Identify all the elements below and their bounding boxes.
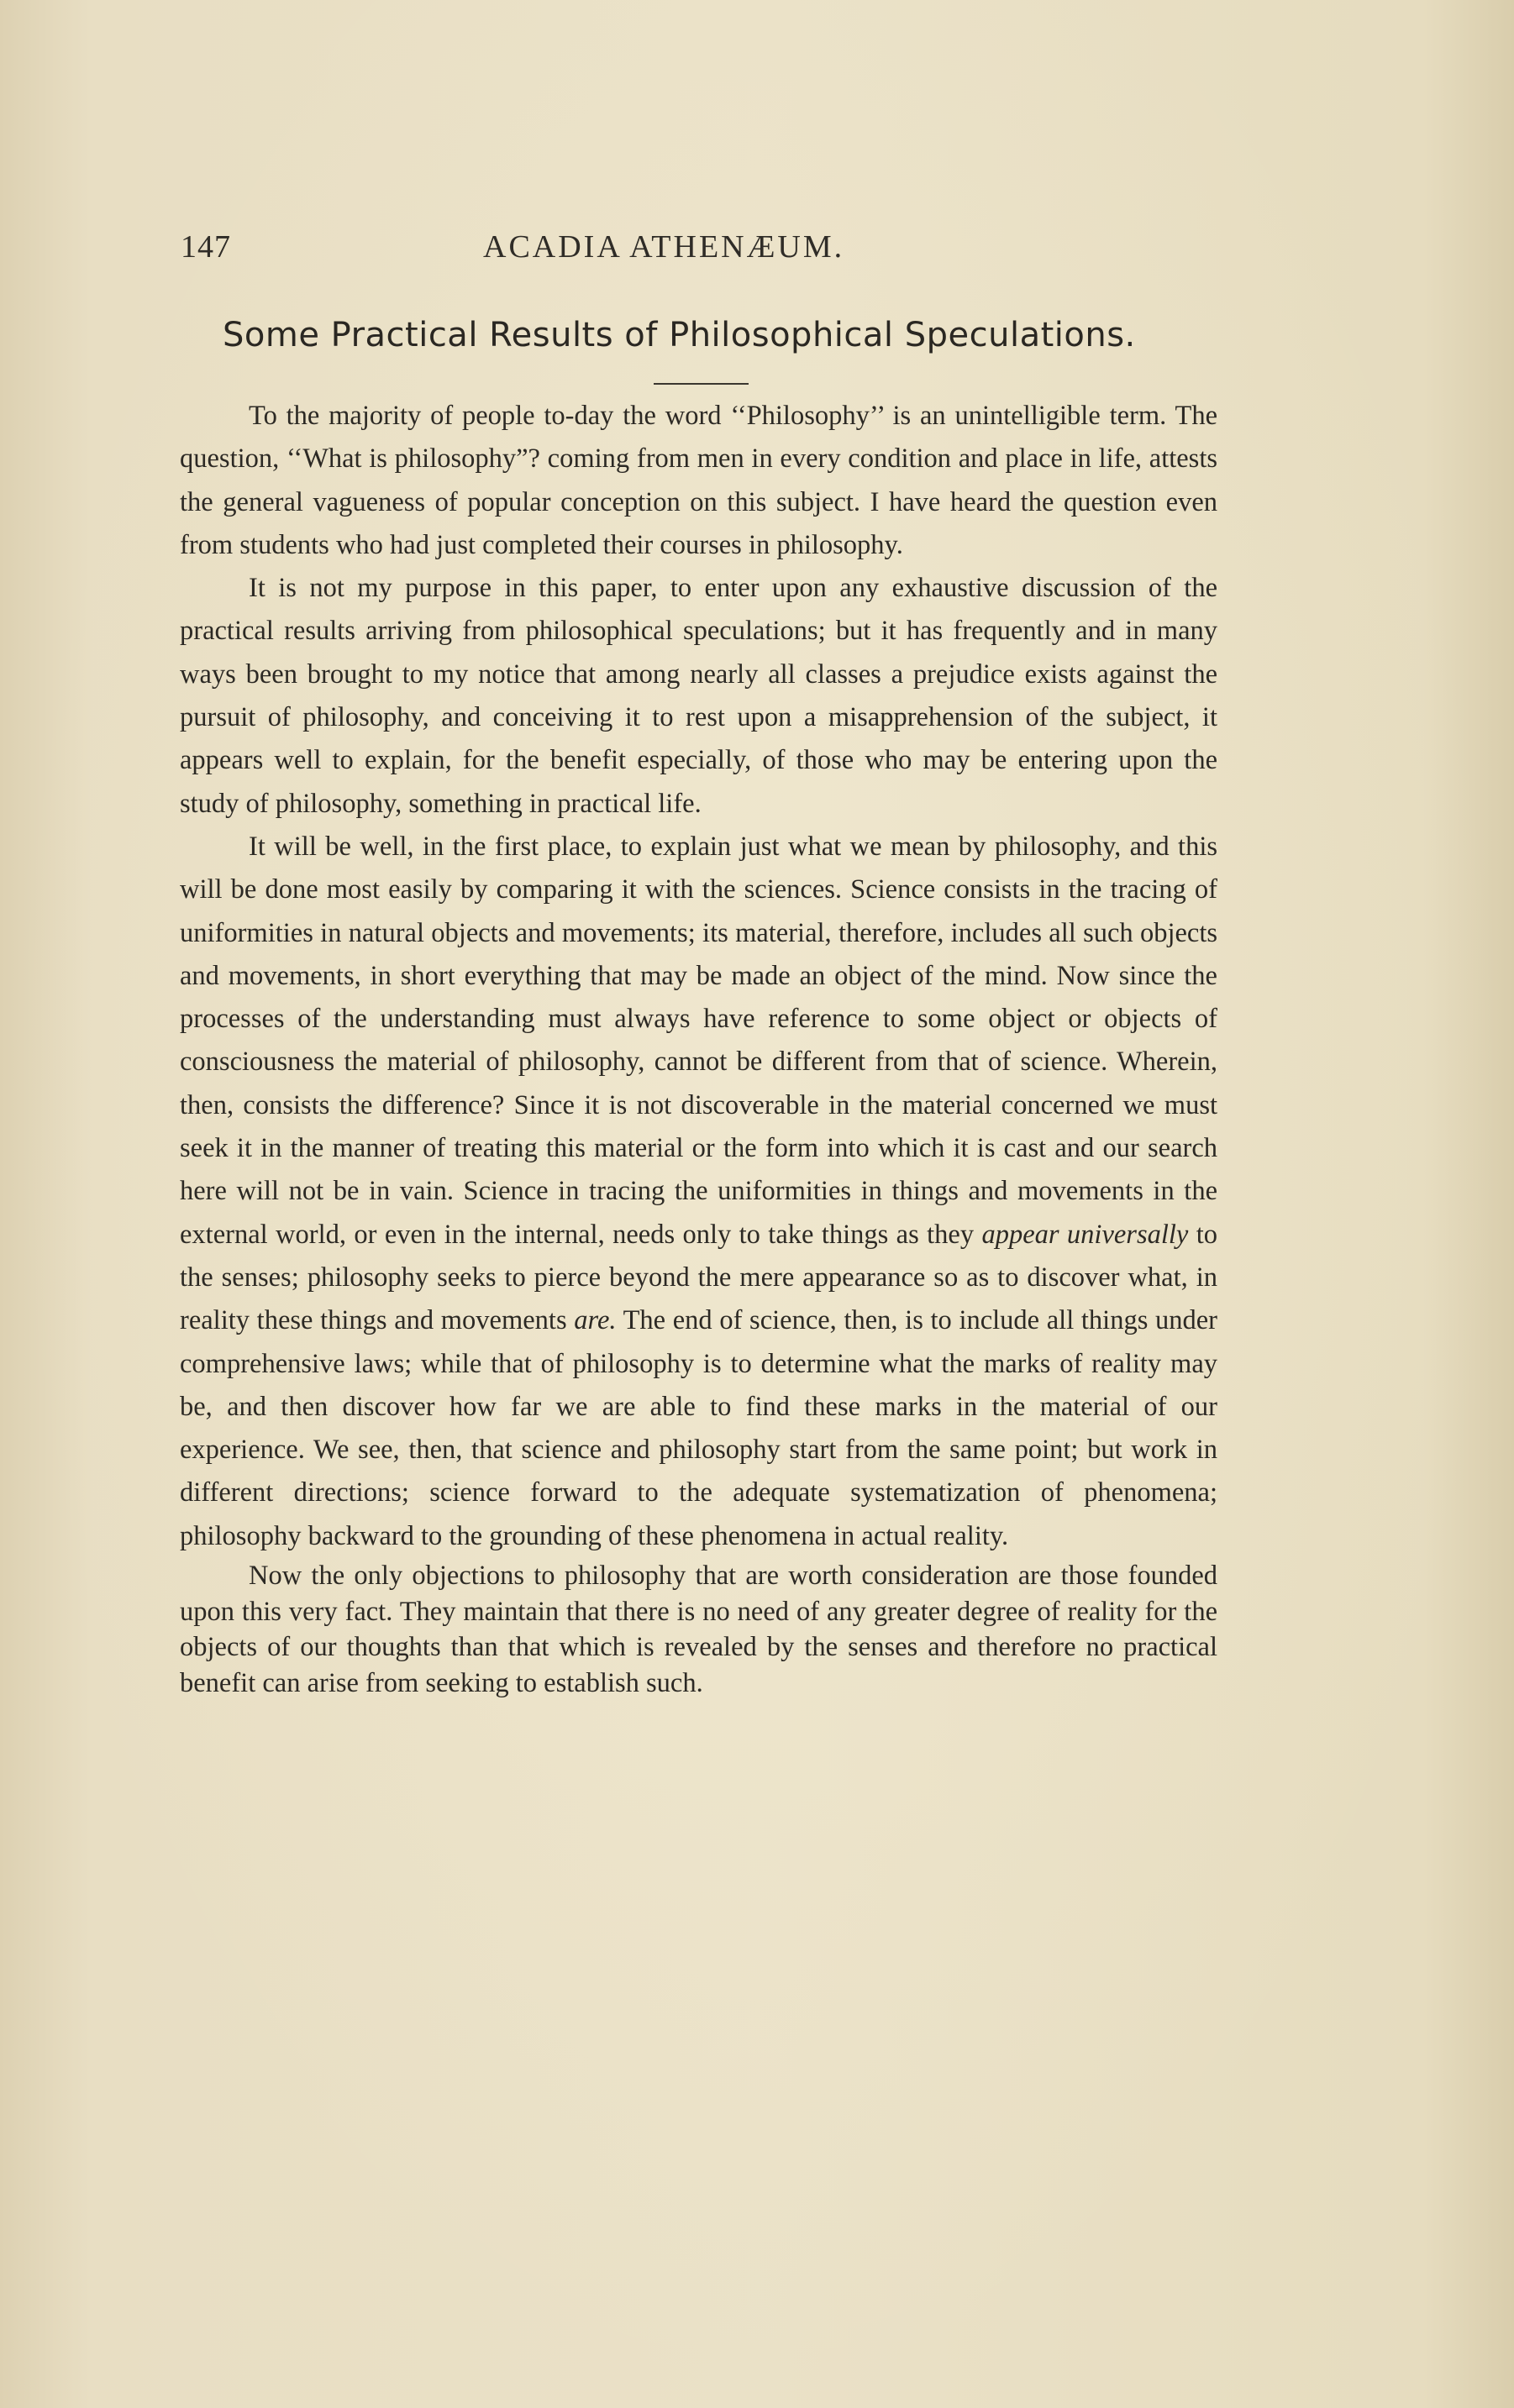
paragraph-3-text-b: to the senses; philosophy seeks to pierce beyond the mere appearance so as to discover what, in reality these things and movements	[180, 1219, 1218, 1336]
paragraph-4: Now the only objections to philosophy that are worth consideration are those founded upon this very fact. They maintain that there is no need of any greater degree of reality for the objects of our thoughts than that which is revealed by the senses and therefore no practical benefit can arise from seeking to establish such.	[180, 1561, 1217, 1698]
paragraph-3	[180, 826, 1217, 1558]
title-rule	[654, 383, 749, 385]
paragraph-3-text-a: It will be well, in the first place, to explain just what we mean by philosophy, and this will be done most easily by comparing it with the sciences. Science consists in the tracing of uniformities in natural objects and movements; its material, therefore, includes all such objects and movements, in short everything that may be made an object of the mind. Now since the processes of the understanding must always have reference to some object or objects of consciousness the material of philosophy, cannot be different from that of science. Wherein, then, consists the difference? Since it is not discoverable in the material concerned we must seek it in the manner of treating this material or the form into which it is cast and our search here will not be in vain. Science in tracing the uniformities in things and movements in the external world, or even in the internal, needs only to take things as they	[180, 831, 1217, 1250]
article-title: Some Practical Results of Philosophical Speculations.	[223, 316, 1136, 354]
article-body	[180, 395, 1217, 1701]
journal-title: ACADIA ATHENÆUM.	[483, 229, 845, 265]
italic-are: are.	[574, 1305, 617, 1336]
page-number: 147	[181, 229, 231, 265]
running-head	[181, 228, 1105, 279]
italic-appear-universally: appear universally	[981, 1219, 1189, 1250]
paragraph-2: It is not my purpose in this paper, to enter upon any exhaustive discussion of the practical results arriving from philosophical speculations; but it has frequently and in many ways been brought to my notice that among nearly all classes a prejudice exists against the pursuit of philosophy, and conceiving it to rest upon a misapprehension of the subject, it appears well to explain, for the benefit especially, of those who may be entering upon the study of philosophy, something in practical life.	[180, 573, 1217, 819]
paragraph-1: To the majority of people to-day the word ‘‘Philosophy’’ is an unintelligible term. The question, ‘‘What is philosophy”? coming from men in every condition and place in life, attests the general vagueness of popular conception on this subject. I have heard the question even from students who had just completed their courses in philosophy.	[180, 401, 1217, 560]
paragraph-3-text-c: The end of science, then, is to include all things under comprehensive laws; while that of philosophy is to determine what the marks of reality may be, and then discover how far we are able to find these marks in the material of our experience. We see, then, that science and philosophy start from the same point; but work in different directions; science forward to the adequate systematization of phenomena; philosophy backward to the grounding of these phenomena in actual reality.	[180, 1305, 1217, 1551]
